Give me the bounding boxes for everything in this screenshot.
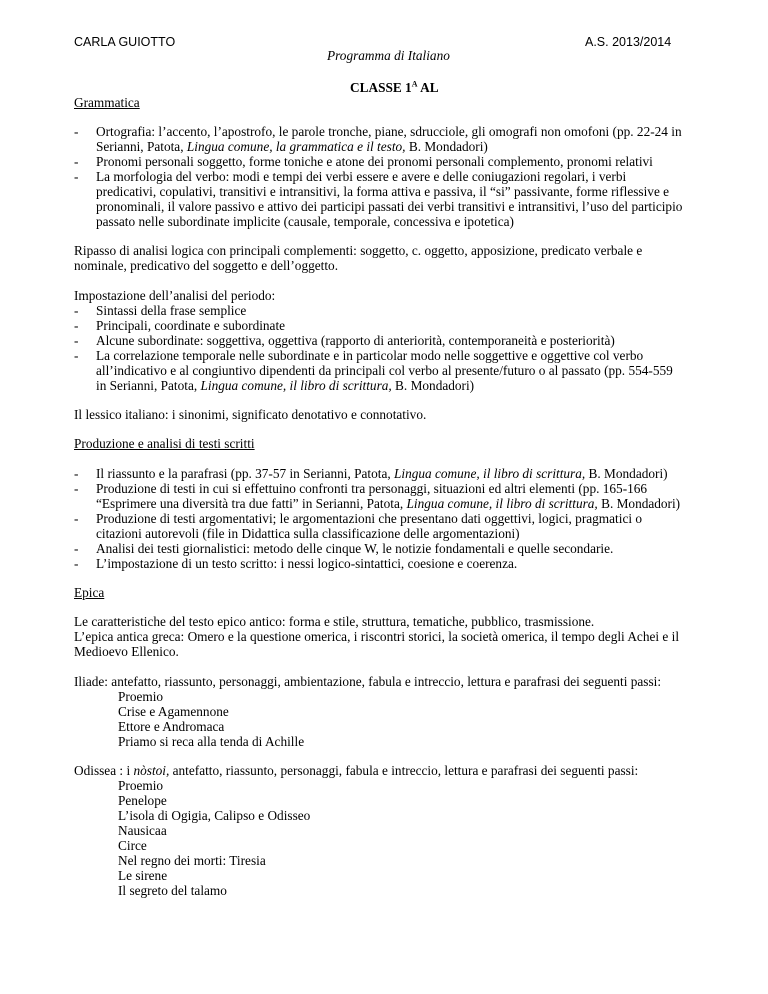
list-item: all’indicativo e al congiuntivo dipendenti da principali col verbo al presente/futuro o al passato (pp. 554-559 [96,363,673,378]
list-item: predicativi, copulativi, transitivi e intransitivi, la forma attiva e passiva, il “si” passivante, forme riflessive e [96,184,670,199]
list-item: pronominali, il valore passivo e attivo dei participi passati dei verbi transitivi e intransitivi, l’uso del participio [96,199,683,214]
school-year: A.S. 2013/2014 [585,35,672,49]
list-item: Proemio [118,778,164,793]
bullet-dash: - [74,154,79,169]
list-item: L’impostazione di un testo scritto: i nessi logico-sintattici, coesione e coerenza. [96,556,518,571]
bullet-dash: - [74,466,79,481]
bullet-dash: - [74,333,79,348]
bullet-dash: - [74,511,79,526]
list-item: Il riassunto e la parafrasi (pp. 37-57 in Serianni, Patota, Lingua comune, il libro di scrittura, B. Mondadori) [96,466,668,481]
list-item: Pronomi personali soggetto, forme toniche e atone dei pronomi personali complemento, pronomi relativi [96,154,653,169]
list-item: Alcune subordinate: soggettiva, oggettiva (rapporto di anteriorità, contemporaneità e posteriorità) [96,333,615,348]
bullet-dash: - [74,303,79,318]
bullet-dash: - [74,541,79,556]
paragraph-iliade: Iliade: antefatto, riassunto, personaggi, ambientazione, fabula e intreccio, lettura e parafrasi dei seguenti passi: [74,674,662,689]
list-item: Sintassi della frase semplice [96,303,247,318]
list-item: in Serianni, Patota, Lingua comune, il libro di scrittura, B. Mondadori) [96,378,475,393]
list-item: Il segreto del talamo [118,883,227,898]
list-item: Ortografia: l’accento, l’apostrofo, le parole tronche, piane, sdrucciole, gli omografi non omofoni (pp. 22-24 in [96,124,682,139]
section-heading-produzione: Produzione e analisi di testi scritti [74,436,255,451]
list-item: Nausicaa [118,823,167,838]
list-item: Penelope [118,793,167,808]
bullet-dash: - [74,318,79,333]
bullet-dash: - [74,481,79,496]
list-item: Crise e Agamennone [118,704,229,719]
paragraph-epica: Medioevo Ellenico. [74,644,179,659]
list-item: La morfologia del verbo: modi e tempi dei verbi essere e avere e delle coniugazioni regolari, i verbi [96,169,627,184]
list-item: Nel regno dei morti: Tiresia [118,853,266,868]
list-item: Serianni, Patota, Lingua comune, la grammatica e il testo, B. Mondadori) [96,139,488,154]
section-heading-grammatica: Grammatica [74,95,140,110]
paragraph-periodo-intro: Impostazione dell’analisi del periodo: [74,288,276,303]
list-item: Produzione di testi argomentativi; le argomentazioni che presentano dati oggettivi, logici, pragmatici o [96,511,643,526]
paragraph-ripasso: Ripasso di analisi logica con principali complementi: soggetto, c. oggetto, apposizione, predicato verbale e [74,243,643,258]
list-item: La correlazione temporale nelle subordinate e in particolar modo nelle soggettive e oggettive col verbo [96,348,644,363]
bullet-dash: - [74,169,79,184]
list-item: Principali, coordinate e subordinate [96,318,286,333]
list-item: Ettore e Andromaca [118,719,225,734]
paragraph-lessico: Il lessico italiano: i sinonimi, significato denotativo e connotativo. [74,407,427,422]
paragraph-epica: Le caratteristiche del testo epico antico: forma e stile, struttura, tematiche, pubblico, trasmissione. [74,614,595,629]
document-title: Programma di Italiano [327,48,450,63]
class-heading: CLASSE $1^A$ AL [350,79,439,95]
list-item: Priamo si reca alla tenda di Achille [118,734,305,749]
list-item: “Esprimere una diversità tra due fatti” in Serianni, Patota, Lingua comune, il libro di scrittura, B. Mondadori) [96,496,681,511]
list-item: Le sirene [118,868,168,883]
paragraph-ripasso: nominale, predicativo del soggetto e dell’oggetto. [74,258,339,273]
bullet-dash: - [74,124,79,139]
paragraph-odissea: Odissea : i nòstoi, antefatto, riassunto, personaggi, fabula e intreccio, lettura e parafrasi dei seguenti passi: [74,763,639,778]
section-heading-epica: Epica [74,585,105,600]
list-item: Proemio [118,689,164,704]
paragraph-epica: L’epica antica greca: Omero e la questione omerica, i riscontri storici, la società omerica, il tempo degli Achei e il [74,629,680,644]
bullet-dash: - [74,556,79,571]
bullet-dash: - [74,348,79,363]
list-item: passato nelle subordinate implicite (causale, temporale, concessiva e ipotetica) [96,214,514,229]
list-item: citazioni autorevoli (file in Didattica sulla classificazione delle argomentazioni) [96,526,520,541]
list-item: Analisi dei testi giornalistici: metodo delle cinque W, le notizie fondamentali e quelle secondarie. [96,541,614,556]
list-item: Circe [118,838,147,853]
list-item: L’isola di Ogigia, Calipso e Odisseo [118,808,311,823]
author-name: CARLA GUIOTTO [74,35,176,49]
list-item: Produzione di testi in cui si effettuino confronti tra personaggi, situazioni ed altri elementi (pp. 165-166 [96,481,648,496]
